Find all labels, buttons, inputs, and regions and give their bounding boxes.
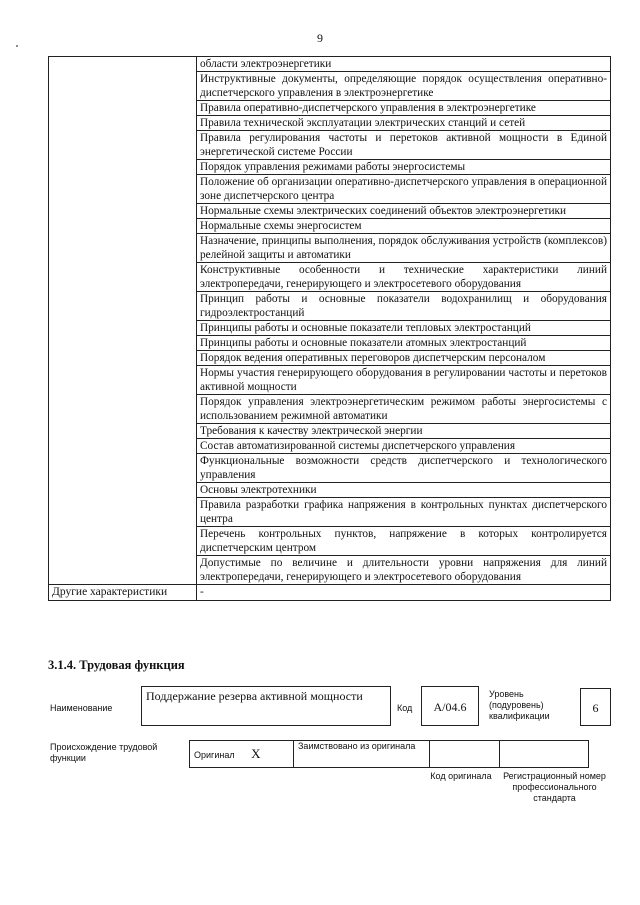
knowledge-row [49, 57, 611, 72]
label-column [49, 57, 197, 585]
other-characteristics-value: - [197, 585, 611, 601]
origin-borrowed-label: Заимствовано из оригинала [298, 741, 416, 751]
knowledge-item: Принцип работы и основные показатели водохранилищ и оборудования гидроэлектростанций [197, 292, 611, 321]
knowledge-item: Порядок ведения оперативных переговоров диспетчерским персоналом [197, 351, 611, 366]
knowledge-item: Правила регулирования частоты и перетоков активной мощности в Единой энергетической системе России [197, 131, 611, 160]
knowledge-item: Принципы работы и основные показатели атомных электростанций [197, 336, 611, 351]
knowledge-item: Назначение, принципы выполнения, порядок обслуживания устройств (комплексов) релейной защиты и автоматики [197, 234, 611, 263]
code-value: A/04.6 [433, 700, 467, 714]
knowledge-item: Порядок управления электроэнергетическим режимом работы энергосистемы с использованием режимной автоматики [197, 395, 611, 424]
origin-label: Происхождение трудовой функции [50, 742, 158, 763]
origin-original-cell [190, 741, 294, 768]
registration-number-cell [500, 741, 589, 768]
page-number: 9 [317, 31, 323, 45]
knowledge-item: Нормы участия генерирующего оборудования в регулировании частоты и перетоков активной мощности [197, 366, 611, 395]
origin-code-caption: Код оригинала [430, 771, 492, 781]
name-value: Поддержание резерва активной мощности [146, 689, 363, 703]
name-label: Наименование [50, 703, 113, 713]
knowledge-item: Правила технической эксплуатации электрических станций и сетей [197, 116, 611, 131]
code-field [421, 686, 479, 726]
origin-code-cell [430, 741, 500, 768]
scan-speck [16, 45, 18, 47]
knowledge-item: Правила разработки графика напряжения в контрольных пунктах диспетчерского центра [197, 498, 611, 527]
origin-original-label: Оригинал [194, 750, 235, 760]
level-value: 6 [592, 701, 599, 715]
origin-borrowed-cell [294, 741, 430, 768]
other-characteristics-row [49, 585, 611, 601]
required-knowledge-table [48, 56, 611, 601]
level-label: Уровень (подуровень) квалификации [489, 689, 550, 721]
knowledge-item: Требования к качеству электрической энергии [197, 424, 611, 439]
knowledge-item: Порядок управления режимами работы энергосистемы [197, 160, 611, 175]
knowledge-item: Основы электротехники [197, 483, 611, 498]
level-field [580, 688, 611, 726]
knowledge-item: Принципы работы и основные показатели тепловых электростанций [197, 321, 611, 336]
knowledge-item: Правила оперативно-диспетчерского управления в электроэнергетике [197, 101, 611, 116]
registration-caption: Регистрационный номер профессионального стандарта [503, 771, 606, 803]
knowledge-item: Нормальные схемы электрических соединений объектов электроэнергетики [197, 204, 611, 219]
knowledge-item: Инструктивные документы, определяющие порядок осуществления оперативно-диспетчерского управления в электроэнергетике [197, 72, 611, 101]
section-heading: 3.1.4. Трудовая функция [48, 658, 185, 672]
origin-mark: X [251, 746, 261, 761]
knowledge-item: Функциональные возможности средств диспетчерского и технологического управления [197, 454, 611, 483]
knowledge-item: области электроэнергетики [197, 57, 611, 72]
knowledge-item: Конструктивные особенности и технические характеристики линий электропередачи, генерирующего и электросетевого оборудования [197, 263, 611, 292]
code-label: Код [397, 703, 413, 713]
knowledge-item: Состав автоматизированной системы диспетчерского управления [197, 439, 611, 454]
name-field [141, 686, 391, 726]
origin-table [189, 740, 589, 768]
knowledge-item: Перечень контрольных пунктов, напряжение в которых контролируется диспетчерским центром [197, 527, 611, 556]
knowledge-item: Положение об организации оперативно-диспетчерского управления в операционной зоне диспетчерского центра [197, 175, 611, 204]
knowledge-item: Допустимые по величине и длительности уровни напряжения для линий электропередачи, генерирующего и электросетевого оборудования [197, 556, 611, 585]
knowledge-item: Нормальные схемы энергосистем [197, 219, 611, 234]
other-characteristics-label: Другие характеристики [49, 585, 197, 601]
